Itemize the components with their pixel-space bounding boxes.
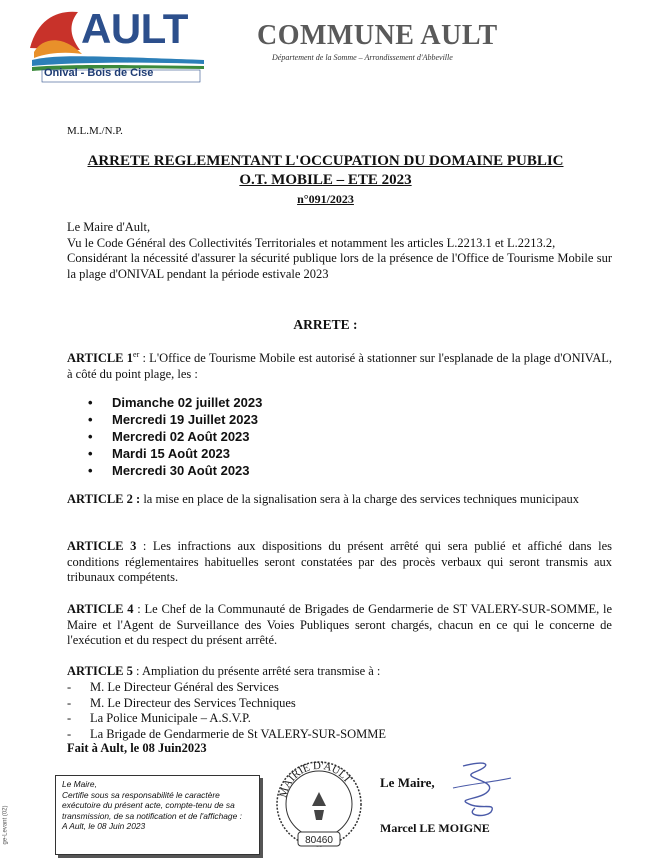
logo-subtitle: Onival - Bois de Cise: [44, 67, 154, 79]
article-4-text: : Le Chef de la Communauté de Brigades de Gendarmerie de ST VALERY-SUR-SOMME, le Maire et l'Agent de Surveillance des Voies Publiques seront chargés, chacun en ce qui le concerne de l'exécution et du respect du présent arrêté.: [67, 602, 612, 647]
logo-name: AULT: [81, 5, 188, 52]
certification-body: Certifie sous sa responsabilité le caractère exécutoire du présent acte, compte-tenu de sa transmission, de sa notification et de l'affichage :: [62, 789, 242, 821]
article-1: [67, 347, 612, 382]
signature-stroke: [463, 763, 492, 815]
article-5-label: ARTICLE 5: [67, 664, 133, 678]
article-4: [67, 602, 612, 649]
article-1-sup: er: [133, 350, 140, 359]
article-2-label: ARTICLE 2 :: [67, 492, 141, 506]
article-3-label: ARTICLE 3: [67, 539, 137, 553]
preamble-vu: Vu le Code Général des Collectivités Territoriales et notamment les articles L.2213.1 et L.2213.2,: [67, 235, 556, 250]
signature-underline: [453, 778, 511, 788]
recipient-item: - La Police Municipale – A.S.V.P.: [67, 711, 386, 727]
article-2-text: la mise en place de la signalisation sera à la charge des services techniques municipaux: [140, 492, 580, 506]
article-5-text: : Ampliation du présente arrêté sera transmise à :: [132, 664, 381, 678]
seal-top-text: MAIRIE D'AULT: [277, 759, 354, 799]
date-item: • Mercredi 02 Août 2023: [88, 428, 262, 445]
signature-role: Le Maire,: [380, 775, 435, 790]
preamble: [67, 220, 612, 282]
article-4-label: ARTICLE 4: [67, 602, 134, 616]
commune-title: COMMUNE AULT: [257, 20, 498, 51]
article-5: [67, 664, 612, 680]
logo-wave-blue: [32, 56, 204, 66]
article-3-text: : Les infractions aux dispositions du présent arrêté qui sera publié et affiché dans les conditions réglementaires habituelles seront constatées par des procès verbaux qui seront transmis aux tribunaux compétents.: [67, 539, 612, 584]
article-5-recipients: [67, 680, 386, 742]
date-item: • Mardi 15 Août 2023: [88, 445, 262, 462]
date-item: • Mercredi 30 Août 2023: [88, 462, 262, 479]
handwritten-signature: [445, 758, 515, 818]
reference: M.L.M./N.P.: [67, 125, 123, 137]
signatory-name: Marcel LE MOIGNE: [380, 821, 490, 835]
recipient-item: - M. Le Directeur Général des Services: [67, 680, 386, 696]
seal-bottom-text: 80460: [305, 835, 333, 846]
article-2: [67, 492, 612, 508]
certification-title: Le Maire,: [62, 779, 97, 789]
side-margin-note: ge-Levant (02): [2, 805, 9, 845]
article-3: [67, 539, 612, 586]
article-1-dates: [88, 394, 262, 479]
preamble-mayor: Le Maire d'Ault,: [67, 220, 151, 234]
mairie-seal: [272, 754, 367, 854]
certification-date: A Ault, le 08 Juin 2023: [62, 821, 146, 832]
recipient-item: - La Brigade de Gendarmerie de St VALERY-SUR-SOMME: [67, 727, 386, 743]
fait-a-ault: Fait à Ault, le 08 Juin2023: [67, 741, 207, 755]
date-item: • Mercredi 19 Juillet 2023: [88, 411, 262, 428]
article-1-label: ARTICLE 1: [67, 351, 134, 366]
title-line-1: ARRETE REGLEMENTANT L'OCCUPATION DU DOMAINE PUBLIC: [87, 153, 564, 169]
date-item: • Dimanche 02 juillet 2023: [88, 394, 262, 411]
arrete-heading: ARRETE :: [293, 317, 358, 332]
article-1-text: : L'Office de Tourisme Mobile est autorisé à stationner sur l'esplanade de la plage d'ONIVAL, à côté du point plage, les :: [67, 351, 612, 381]
preamble-considerant: Considérant la nécessité d'assurer la sécurité publique lors de la présence de l'Office de Tourisme Mobile sur la plage d'ONIVAL pendant la période estivale 2023: [67, 251, 612, 281]
seal-emblem: [312, 792, 326, 820]
certification-box: [55, 775, 260, 855]
department-line: Département de la Somme – Arrondissement d'Abbeville: [272, 53, 453, 62]
arrete-number: n°091/2023: [297, 192, 354, 206]
title-line-2: O.T. MOBILE – ETE 2023: [239, 172, 412, 188]
recipient-item: - M. Le Directeur des Services Techniques: [67, 696, 386, 712]
